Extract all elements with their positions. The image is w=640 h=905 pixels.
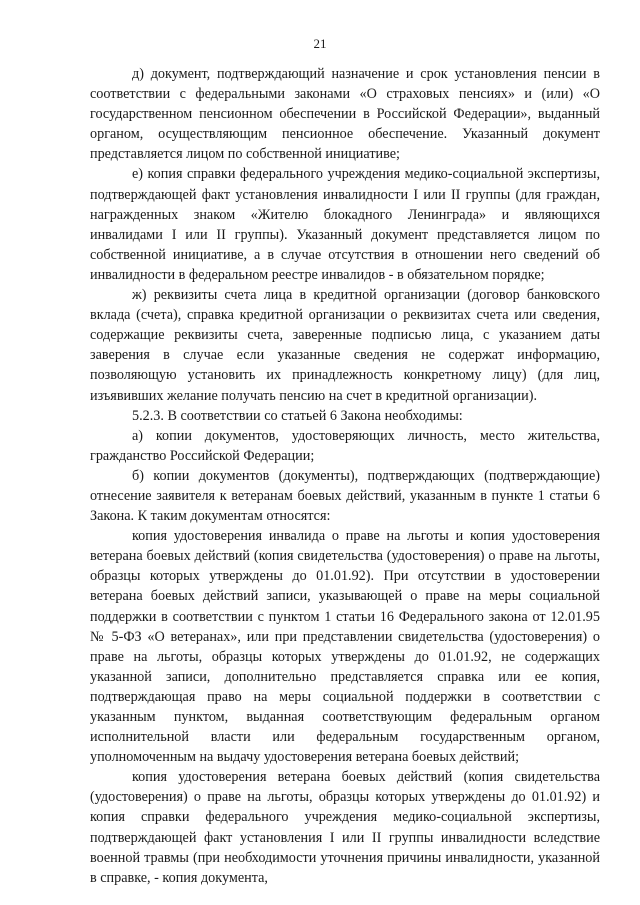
page-number: 21: [313, 36, 327, 51]
paragraph-5-2-3-heading: 5.2.3. В соответствии со статьей 6 Закона необходимы:: [132, 407, 463, 424]
document-body: [90, 64, 600, 888]
paragraph-b-veteran-documents: б) копии документов (документы), подтверждающих (подтверждающие) отнесение заявителя к ветеранам боевых действий, указанным в пункте 1 статьи 6 Закона. К таким документам относятся:: [90, 467, 600, 525]
paragraph-veteran-certificate-msa: копия удостоверения ветерана боевых действий (копия свидетельства (удостоверения) о праве на льготы, образцы которых утверждены до 01.01.92) и копия справки федерального учреждения медико-социальной экспертизы, подтверждающей факт установления I или II группы инвалидности вследствие военной травмы (при необходимости уточнения причины инвалидности, указанной в справке, - копия документа,: [90, 769, 600, 886]
paragraph-a-identity-documents: а) копии документов, удостоверяющих личность, место жительства, гражданство Российской Федерации;: [90, 427, 600, 464]
paragraph-e-disability-certificate: е) копия справки федерального учреждения медико-социальной экспертизы, подтверждающей факт установления инвалидности I или II группы (для граждан, награжденных знаком «Жителю блокадного Ленинграда» и являющихся инвалидами I или II группы). Указанный документ представляется лицом по собственной инициативе, а в случае отсутствия в отношении него сведений об инвалидности в федеральном реестре инвалидов - в обязательном порядке;: [90, 166, 600, 283]
paragraph-invalid-veteran-certificate: копия удостоверения инвалида о праве на льготы и копия удостоверения ветерана боевых действий (копия свидетельства (удостоверения) о праве на льготы, образцы которых утверждены до 01.01.92). При отсутствии в удостоверении ветерана боевых действий записи, указывающей о праве на меры социальной поддержки в соответствии с пунктом 1 статьи 16 Федерального закона от 12.01.95 № 5-ФЗ «О ветеранах», или при представлении свидетельства (удостоверения) о праве на льготы, образцы которых утверждены до 01.01.92, не содержащих указанной записи, дополнительно представляется справка или ее копия, подтверждающая право на меры социальной поддержки в соответствии с указанным пунктом, выданная соответствующим федеральным органом исполнительной власти или федеральным государственным органом, уполномоченным на выдачу удостоверения ветерана боевых действий;: [90, 528, 600, 766]
paragraph-zh-bank-account: ж) реквизиты счета лица в кредитной организации (договор банковского вклада (счета), справка кредитной организации о реквизитах счета или сведения, содержащие реквизиты счета, заверенные подписью лица, с указанием даты заверения в случае если указанные сведения не содержат информацию, позволяющую установить их принадлежность конкретному лицу) (для лиц, изъявивших желание получать пенсию на счет в кредитной организации).: [90, 287, 600, 404]
paragraph-d-pension-document: д) документ, подтверждающий назначение и срок установления пенсии в соответствии с федеральными законами «О страховых пенсиях» и (или) «О государственном пенсионном обеспечении в Российской Федерации», выданный органом, осуществляющим пенсионное обеспечение. Указанный документ представляется лицом по собственной инициативе;: [90, 66, 600, 163]
